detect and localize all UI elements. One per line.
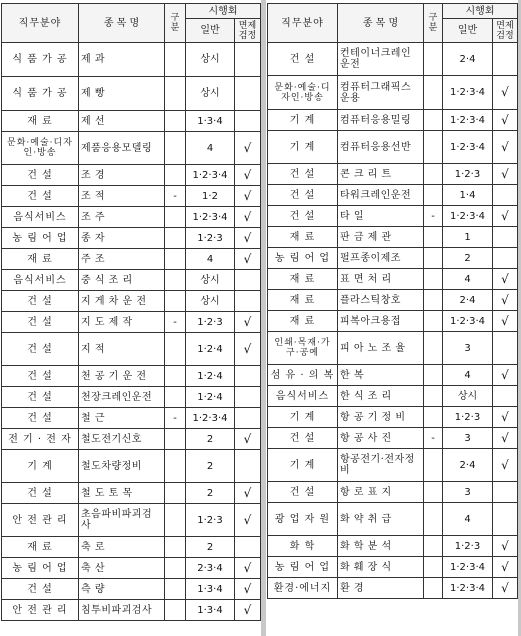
type-cell — [424, 185, 443, 206]
general-schedule-cell: 1·2·3 — [186, 312, 235, 333]
type-cell — [165, 387, 186, 408]
exempt-check-cell: √ — [235, 558, 261, 579]
job-field-cell: 기 계 — [268, 449, 338, 482]
table-row — [268, 43, 518, 76]
exempt-check-cell: √ — [493, 269, 518, 290]
general-schedule-cell: 1·2·3 — [443, 164, 493, 185]
type-cell — [165, 429, 186, 450]
type-cell — [165, 270, 186, 291]
general-schedule-cell: 1·2·3·4 — [186, 408, 235, 429]
general-schedule-cell: 상시 — [443, 386, 493, 407]
header-exempt: 면제검정 — [235, 19, 261, 43]
table-row — [268, 248, 518, 269]
table-row — [268, 557, 518, 578]
item-name-cell: 천 공 기 운 전 — [79, 366, 165, 387]
table-row — [2, 537, 261, 558]
type-cell — [165, 450, 186, 483]
header-field: 직무분야 — [2, 4, 79, 43]
item-name-cell: 철 근 — [79, 408, 165, 429]
exempt-check-cell — [235, 111, 261, 132]
job-field-cell: 건 설 — [2, 387, 79, 408]
table-row — [2, 408, 261, 429]
item-name-cell: 항공전기·전자정비 — [338, 449, 424, 482]
item-name-cell: 종 자 — [79, 228, 165, 249]
job-field-cell: 농 림 어 업 — [2, 228, 79, 249]
item-name-cell: 플라스틱창호 — [338, 290, 424, 311]
job-field-cell: 안 전 관 리 — [2, 504, 79, 537]
table-row — [2, 186, 261, 207]
type-cell — [424, 332, 443, 365]
job-field-cell: 건 설 — [268, 164, 338, 185]
table-row — [268, 536, 518, 557]
item-name-cell: 철도차량정비 — [79, 450, 165, 483]
job-field-cell: 음식서비스 — [2, 270, 79, 291]
item-name-cell: 화 훼 장 식 — [338, 557, 424, 578]
general-schedule-cell: 1·2·3·4 — [443, 206, 493, 227]
header-general: 일반 — [186, 19, 235, 43]
table-row — [2, 249, 261, 270]
type-cell: - — [165, 312, 186, 333]
type-cell: - — [424, 428, 443, 449]
general-schedule-cell: 4 — [186, 132, 235, 165]
table-row — [268, 428, 518, 449]
exempt-check-cell: √ — [493, 428, 518, 449]
job-field-cell: 재 료 — [2, 537, 79, 558]
table-row — [2, 333, 261, 366]
exempt-check-cell — [235, 291, 261, 312]
item-name-cell: 화 학 분 석 — [338, 536, 424, 557]
table-row — [268, 185, 518, 206]
table-row — [268, 227, 518, 248]
item-name-cell: 피 아 노 조 율 — [338, 332, 424, 365]
item-name-cell: 판 금 제 관 — [338, 227, 424, 248]
general-schedule-cell: 2 — [186, 450, 235, 483]
general-schedule-cell: 1·2·3·4 — [443, 311, 493, 332]
type-cell — [165, 77, 186, 111]
general-schedule-cell: 상시 — [186, 291, 235, 312]
type-cell — [165, 366, 186, 387]
exempt-check-cell — [235, 537, 261, 558]
exempt-check-cell: √ — [235, 429, 261, 450]
table-row — [2, 111, 261, 132]
job-field-cell: 건 설 — [2, 366, 79, 387]
general-schedule-cell: 1·2·3·4 — [443, 557, 493, 578]
exempt-check-cell: √ — [235, 165, 261, 186]
item-name-cell: 콘 크 리 트 — [338, 164, 424, 185]
exam-table-left-body — [2, 43, 261, 621]
exempt-check-cell: √ — [235, 228, 261, 249]
job-field-cell: 음식서비스 — [2, 207, 79, 228]
general-schedule-cell: 1·3·4 — [186, 600, 235, 621]
type-cell — [424, 449, 443, 482]
item-name-cell: 항 로 표 지 — [338, 482, 424, 503]
table-row — [268, 332, 518, 365]
item-name-cell: 화 약 취 급 — [338, 503, 424, 536]
exempt-check-cell — [493, 248, 518, 269]
table-row — [2, 387, 261, 408]
item-name-cell: 침투비파괴검사 — [79, 600, 165, 621]
general-schedule-cell: 1·3·4 — [186, 111, 235, 132]
job-field-cell: 기 계 — [2, 450, 79, 483]
general-schedule-cell: 1·2·3·4 — [443, 76, 493, 110]
table-row — [268, 503, 518, 536]
type-cell — [165, 483, 186, 504]
table-row — [268, 482, 518, 503]
general-schedule-cell: 4 — [186, 249, 235, 270]
table-row — [2, 450, 261, 483]
item-name-cell: 철도전기신호 — [79, 429, 165, 450]
table-row — [268, 578, 518, 599]
job-field-cell: 건 설 — [268, 482, 338, 503]
item-name-cell: 피복아크용접 — [338, 311, 424, 332]
header-schedule: 시행회 — [443, 4, 518, 19]
general-schedule-cell: 1·2·4 — [186, 366, 235, 387]
item-name-cell: 조 경 — [79, 165, 165, 186]
table-row — [268, 131, 518, 164]
exempt-check-cell — [235, 270, 261, 291]
type-cell — [424, 248, 443, 269]
column-gutter — [261, 0, 266, 636]
exempt-check-cell: √ — [493, 76, 518, 110]
table-row — [2, 600, 261, 621]
general-schedule-cell: 1·2 — [186, 186, 235, 207]
general-schedule-cell: 1·2·3·4 — [443, 578, 493, 599]
exempt-check-cell: √ — [493, 290, 518, 311]
exempt-check-cell: √ — [493, 131, 518, 164]
table-row — [2, 270, 261, 291]
type-cell — [165, 558, 186, 579]
job-field-cell: 재 료 — [268, 311, 338, 332]
item-name-cell: 환 경 — [338, 578, 424, 599]
type-cell — [165, 165, 186, 186]
table-row — [268, 164, 518, 185]
type-cell — [165, 132, 186, 165]
exempt-check-cell: √ — [493, 110, 518, 131]
general-schedule-cell: 상시 — [186, 43, 235, 77]
type-cell — [424, 557, 443, 578]
table-row — [2, 504, 261, 537]
type-cell — [165, 537, 186, 558]
item-name-cell: 타워크레인운전 — [338, 185, 424, 206]
exempt-check-cell: √ — [493, 578, 518, 599]
item-name-cell: 펄프종이제조 — [338, 248, 424, 269]
item-name-cell: 표 면 처 리 — [338, 269, 424, 290]
job-field-cell: 건 설 — [268, 428, 338, 449]
type-cell — [424, 536, 443, 557]
type-cell — [424, 311, 443, 332]
item-name-cell: 조 적 — [79, 186, 165, 207]
general-schedule-cell: 상시 — [186, 270, 235, 291]
exempt-check-cell — [235, 366, 261, 387]
type-cell — [424, 407, 443, 428]
item-name-cell: 한 복 — [338, 365, 424, 386]
type-cell — [424, 43, 443, 76]
general-schedule-cell: 1 — [443, 227, 493, 248]
job-field-cell: 식 품 가 공 — [2, 43, 79, 77]
exempt-check-cell: √ — [493, 311, 518, 332]
table-row — [2, 579, 261, 600]
job-field-cell: 건 설 — [2, 483, 79, 504]
header-schedule: 시행회 — [186, 4, 261, 19]
general-schedule-cell: 1·3·4 — [186, 579, 235, 600]
job-field-cell: 화 학 — [268, 536, 338, 557]
type-cell — [165, 579, 186, 600]
header-name: 종 목 명 — [79, 4, 165, 43]
job-field-cell: 섬 유 · 의 복 — [268, 365, 338, 386]
general-schedule-cell: 2·4 — [443, 449, 493, 482]
job-field-cell: 건 설 — [2, 186, 79, 207]
job-field-cell: 안 전 관 리 — [2, 600, 79, 621]
general-schedule-cell: 1·2·3 — [443, 407, 493, 428]
item-name-cell: 제품응용모델링 — [79, 132, 165, 165]
table-row — [2, 207, 261, 228]
job-field-cell: 문화·예술·디자인·방송 — [268, 76, 338, 110]
exempt-check-cell — [235, 408, 261, 429]
exam-table-left — [1, 3, 261, 621]
type-cell — [424, 164, 443, 185]
general-schedule-cell: 2·3·4 — [186, 558, 235, 579]
exempt-check-cell — [493, 332, 518, 365]
item-name-cell: 컴퓨터그래픽스운용 — [338, 76, 424, 110]
exempt-check-cell — [235, 450, 261, 483]
type-cell — [424, 503, 443, 536]
general-schedule-cell: 1·2·3·4 — [443, 131, 493, 164]
item-name-cell: 한 식 조 리 — [338, 386, 424, 407]
item-name-cell: 제 과 — [79, 43, 165, 77]
general-schedule-cell: 3 — [443, 482, 493, 503]
general-schedule-cell: 4 — [443, 365, 493, 386]
item-name-cell: 지 게 차 운 전 — [79, 291, 165, 312]
exempt-check-cell: √ — [493, 536, 518, 557]
general-schedule-cell: 1·2·3 — [443, 536, 493, 557]
exempt-check-cell — [493, 503, 518, 536]
table-row — [2, 228, 261, 249]
general-schedule-cell: 2 — [186, 429, 235, 450]
table-row — [268, 311, 518, 332]
exempt-check-cell — [235, 387, 261, 408]
job-field-cell: 건 설 — [268, 185, 338, 206]
exempt-check-cell: √ — [235, 249, 261, 270]
type-cell — [165, 249, 186, 270]
table-row — [2, 77, 261, 111]
table-row — [268, 407, 518, 428]
job-field-cell: 재 료 — [2, 111, 79, 132]
exempt-check-cell: √ — [493, 449, 518, 482]
job-field-cell: 건 설 — [2, 165, 79, 186]
type-cell: - — [424, 206, 443, 227]
exempt-check-cell: √ — [493, 407, 518, 428]
type-cell — [424, 290, 443, 311]
job-field-cell: 기 계 — [268, 131, 338, 164]
general-schedule-cell: 1·4 — [443, 185, 493, 206]
item-name-cell: 항 공 사 진 — [338, 428, 424, 449]
job-field-cell: 농 림 어 업 — [268, 248, 338, 269]
exempt-check-cell: √ — [493, 206, 518, 227]
table-row — [268, 206, 518, 227]
job-field-cell: 농 림 어 업 — [268, 557, 338, 578]
table-row — [2, 366, 261, 387]
job-field-cell: 건 설 — [268, 43, 338, 76]
job-field-cell: 광 업 자 원 — [268, 503, 338, 536]
type-cell — [165, 111, 186, 132]
type-cell — [165, 207, 186, 228]
job-field-cell: 농 림 어 업 — [2, 558, 79, 579]
header-field: 직무분야 — [268, 4, 338, 43]
general-schedule-cell: 3 — [443, 428, 493, 449]
item-name-cell: 제 선 — [79, 111, 165, 132]
table-row — [268, 386, 518, 407]
table-row — [268, 76, 518, 110]
type-cell — [165, 600, 186, 621]
table-row — [2, 132, 261, 165]
type-cell — [424, 131, 443, 164]
table-row — [268, 449, 518, 482]
general-schedule-cell: 1·2·3 — [186, 228, 235, 249]
header-exempt: 면제검정 — [493, 19, 518, 43]
exempt-check-cell: √ — [235, 333, 261, 366]
general-schedule-cell: 2·4 — [443, 290, 493, 311]
type-cell — [424, 578, 443, 599]
job-field-cell: 건 설 — [2, 291, 79, 312]
exempt-check-cell: √ — [493, 557, 518, 578]
table-row — [268, 365, 518, 386]
job-field-cell: 건 설 — [2, 333, 79, 366]
job-field-cell: 건 설 — [2, 408, 79, 429]
table-row — [268, 290, 518, 311]
job-field-cell: 기 계 — [268, 407, 338, 428]
item-name-cell: 축 로 — [79, 537, 165, 558]
exam-table-right-body — [268, 43, 518, 599]
job-field-cell: 건 설 — [2, 579, 79, 600]
exempt-check-cell — [493, 227, 518, 248]
type-cell: - — [165, 186, 186, 207]
type-cell — [424, 365, 443, 386]
exempt-check-cell: √ — [235, 186, 261, 207]
type-cell — [424, 386, 443, 407]
header-type: 구분 — [424, 4, 443, 43]
item-name-cell: 조 주 — [79, 207, 165, 228]
exempt-check-cell: √ — [235, 504, 261, 537]
header-name: 종 목 명 — [338, 4, 424, 43]
item-name-cell: 천장크레인운전 — [79, 387, 165, 408]
general-schedule-cell: 1·2·3·4 — [186, 165, 235, 186]
general-schedule-cell: 상시 — [186, 77, 235, 111]
exempt-check-cell — [493, 482, 518, 503]
type-cell — [165, 291, 186, 312]
table-row — [2, 165, 261, 186]
exempt-check-cell: √ — [235, 483, 261, 504]
job-field-cell: 기 계 — [268, 110, 338, 131]
type-cell — [424, 110, 443, 131]
item-name-cell: 지 도 제 작 — [79, 312, 165, 333]
exempt-check-cell: √ — [235, 579, 261, 600]
exempt-check-cell — [493, 43, 518, 76]
item-name-cell: 철 도 토 목 — [79, 483, 165, 504]
general-schedule-cell: 2 — [186, 483, 235, 504]
type-cell — [165, 504, 186, 537]
item-name-cell: 제 빵 — [79, 77, 165, 111]
item-name-cell: 컴퓨터응용선반 — [338, 131, 424, 164]
job-field-cell: 식 품 가 공 — [2, 77, 79, 111]
exempt-check-cell: √ — [493, 164, 518, 185]
type-cell — [165, 228, 186, 249]
general-schedule-cell: 1·2·3 — [186, 504, 235, 537]
job-field-cell: 인쇄·목재·가구·공예 — [268, 332, 338, 365]
exempt-check-cell — [493, 386, 518, 407]
exempt-check-cell — [235, 43, 261, 77]
item-name-cell: 측 량 — [79, 579, 165, 600]
job-field-cell: 전 기 · 전 자 — [2, 429, 79, 450]
job-field-cell: 재 료 — [268, 269, 338, 290]
item-name-cell: 초음파비파괴검사 — [79, 504, 165, 537]
item-name-cell: 타 일 — [338, 206, 424, 227]
general-schedule-cell: 2 — [443, 248, 493, 269]
item-name-cell: 항 공 기 정 비 — [338, 407, 424, 428]
general-schedule-cell: 3 — [443, 332, 493, 365]
table-row — [2, 291, 261, 312]
general-schedule-cell: 2·4 — [443, 43, 493, 76]
type-cell — [424, 482, 443, 503]
header-general: 일반 — [443, 19, 493, 43]
type-cell — [165, 43, 186, 77]
general-schedule-cell: 4 — [443, 269, 493, 290]
table-row — [268, 269, 518, 290]
table-row — [2, 312, 261, 333]
job-field-cell: 건 설 — [268, 206, 338, 227]
item-name-cell: 축 산 — [79, 558, 165, 579]
general-schedule-cell: 4 — [443, 503, 493, 536]
exam-table-right — [267, 3, 518, 599]
type-cell: - — [165, 408, 186, 429]
item-name-cell: 지 적 — [79, 333, 165, 366]
table-row — [2, 558, 261, 579]
exempt-check-cell: √ — [235, 600, 261, 621]
general-schedule-cell: 1·2·4 — [186, 387, 235, 408]
exempt-check-cell — [493, 185, 518, 206]
type-cell — [165, 333, 186, 366]
item-name-cell: 컨테이너크레인운전 — [338, 43, 424, 76]
job-field-cell: 문화·예술·디자인·방송 — [2, 132, 79, 165]
item-name-cell: 중 식 조 리 — [79, 270, 165, 291]
general-schedule-cell: 1·2·3·4 — [443, 110, 493, 131]
header-type: 구분 — [165, 4, 186, 43]
job-field-cell: 재 료 — [2, 249, 79, 270]
type-cell — [424, 76, 443, 110]
table-row — [2, 429, 261, 450]
exempt-check-cell: √ — [235, 132, 261, 165]
job-field-cell: 건 설 — [2, 312, 79, 333]
type-cell — [424, 227, 443, 248]
job-field-cell: 재 료 — [268, 227, 338, 248]
general-schedule-cell: 2 — [186, 537, 235, 558]
item-name-cell: 컴퓨터응용밀링 — [338, 110, 424, 131]
exempt-check-cell: √ — [235, 207, 261, 228]
item-name-cell: 주 조 — [79, 249, 165, 270]
exempt-check-cell: √ — [235, 312, 261, 333]
job-field-cell: 재 료 — [268, 290, 338, 311]
job-field-cell: 음식서비스 — [268, 386, 338, 407]
exempt-check-cell — [235, 77, 261, 111]
table-row — [2, 483, 261, 504]
general-schedule-cell: 1·2·4 — [186, 333, 235, 366]
table-row — [2, 43, 261, 77]
general-schedule-cell: 1·2·3·4 — [186, 207, 235, 228]
job-field-cell: 환경·에너지 — [268, 578, 338, 599]
table-row — [268, 110, 518, 131]
type-cell — [424, 269, 443, 290]
exempt-check-cell: √ — [493, 365, 518, 386]
